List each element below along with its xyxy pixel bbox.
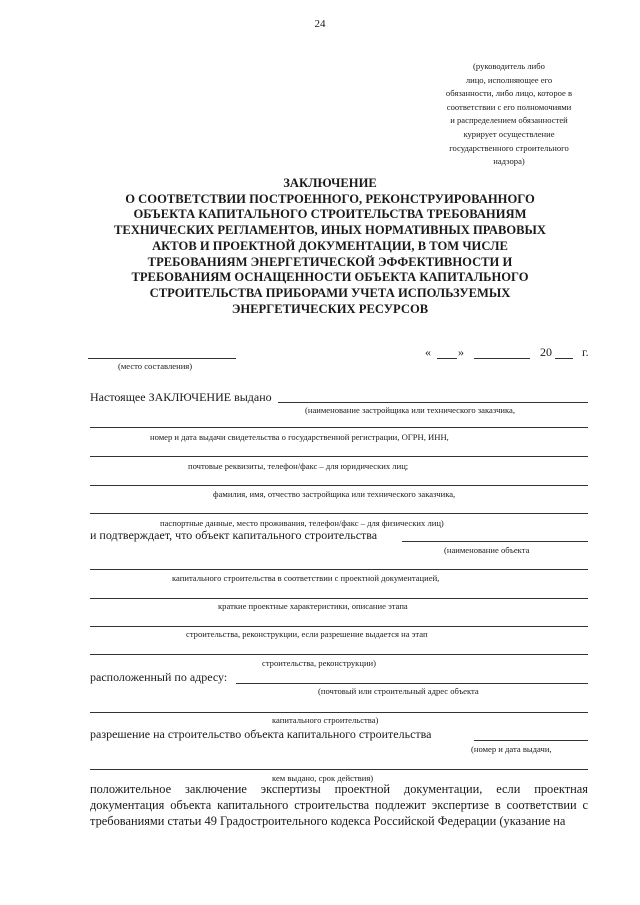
address-field[interactable] [236,683,588,684]
date-year-field[interactable] [555,358,573,359]
characteristics-hint: краткие проектные характеристики, описание этапа [218,601,408,611]
date-year-prefix: 20 [540,345,552,359]
stage-end-hint: строительства, реконструкции) [262,658,377,668]
authority-line: и распределением обязанностей [450,115,568,126]
title-line: ТРЕБОВАНИЯМ ЭНЕРГЕТИЧЕСКОЙ ЭФФЕКТИВНОСТИ И [147,254,513,269]
title-line: ЗАКЛЮЧЕНИЕ [283,176,377,190]
stage-hint: строительства, реконструкции, если разрешение выдается на этап [186,629,428,639]
expertise-paragraph: положительное заключение экспертизы проектной документации, если проектная документация объекта капитального строительства подлежит экспертизе в соответствии с требованиями статьи 49 Градостроительного кодекса Российской Федерации (указание на [90,782,588,829]
permit-issuer-field[interactable] [90,769,588,770]
passport-field[interactable] [90,513,588,514]
registration-field[interactable] [90,427,588,428]
address-end-hint: капитального строительства) [272,715,379,725]
postal-legal-hint: почтовые реквизиты, телефон/факс – для юридических лиц; [188,461,409,471]
fio-field[interactable] [90,485,588,486]
authority-line: надзора) [493,156,525,167]
located-label: расположенный по адресу: [90,670,228,684]
title-line: ЭНЕРГЕТИЧЕСКИХ РЕСУРСОВ [231,301,429,316]
title-line: О СООТВЕТСТВИИ ПОСТРОЕННОГО, РЕКОНСТРУИРОВАННОГО [125,191,535,206]
fio-hint: фамилия, имя, отчество застройщика или технического заказчика, [213,489,456,499]
object-project-hint: капитального строительства в соответствии с проектной документацией, [172,573,440,583]
permit-issuer-hint: кем выдано, срок действия) [272,773,374,783]
issued-to-label: Настоящее ЗАКЛЮЧЕНИЕ выдано [90,390,272,404]
authority-block [418,60,600,169]
address-hint: (почтовый или строительный адрес объекта [318,686,479,696]
date-year-suffix: г. [582,345,589,359]
authority-line: государственного строительного [449,142,569,153]
confirms-label: и подтверждает, что объект капитального строительства [90,528,378,542]
place-label: (место составления) [118,361,193,371]
stage-end-field[interactable] [90,654,588,655]
permit-number-field[interactable] [474,740,588,741]
object-name-field[interactable] [402,541,588,542]
permit-label: разрешение на строительство объекта капитального строительства [90,727,432,741]
title-line: ТЕХНИЧЕСКИХ РЕГЛАМЕНТОВ, ИНЫХ НОРМАТИВНЫХ ПРАВОВЫХ [113,223,547,238]
title-line: ТРЕБОВАНИЯМ ОСНАЩЕННОСТИ ОБЪЕКТА КАПИТАЛЬНОГО [131,270,529,285]
developer-name-hint: (наименование застройщика или технического заказчика, [305,405,516,415]
developer-name-field[interactable] [278,402,588,403]
page-number: 24 [314,18,326,30]
object-name-hint: (наименование объекта [444,545,530,555]
authority-line: (руководитель либо [473,61,545,71]
date-day-field[interactable] [437,358,457,359]
title-line: СТРОИТЕЛЬСТВА ПРИБОРАМИ УЧЕТА ИСПОЛЬЗУЕМЫХ [149,285,511,300]
authority-line: обязанности, либо лицо, которое в [445,88,573,99]
title-line: ОБЪЕКТА КАПИТАЛЬНОГО СТРОИТЕЛЬСТВА ТРЕБОВАНИЯМ [133,207,527,222]
place-field-line[interactable] [88,358,236,359]
registration-hint: номер и дата выдачи свидетельства о государственной регистрации, ОГРН, ИНН, [150,432,449,442]
title-line: АКТОВ И ПРОЕКТНОЙ ДОКУМЕНТАЦИИ, В ТОМ ЧИСЛЕ [152,238,508,253]
date-close-quote: » [458,345,464,359]
authority-line: соответствии с его полномочиями [446,101,572,112]
date-month-field[interactable] [474,358,530,359]
document-title [70,176,590,317]
postal-legal-field[interactable] [90,456,588,457]
address-end-field[interactable] [90,712,588,713]
passport-hint: паспортные данные, место проживания, телефон/факс – для физических лиц) [160,518,444,528]
date-open-quote: « [425,345,431,359]
stage-field[interactable] [90,626,588,627]
object-project-field[interactable] [90,569,588,570]
authority-line: курирует осуществление [463,128,555,139]
characteristics-field[interactable] [90,598,588,599]
permit-number-hint: (номер и дата выдачи, [471,744,552,754]
authority-line: лицо, исполняющее его [465,74,553,85]
